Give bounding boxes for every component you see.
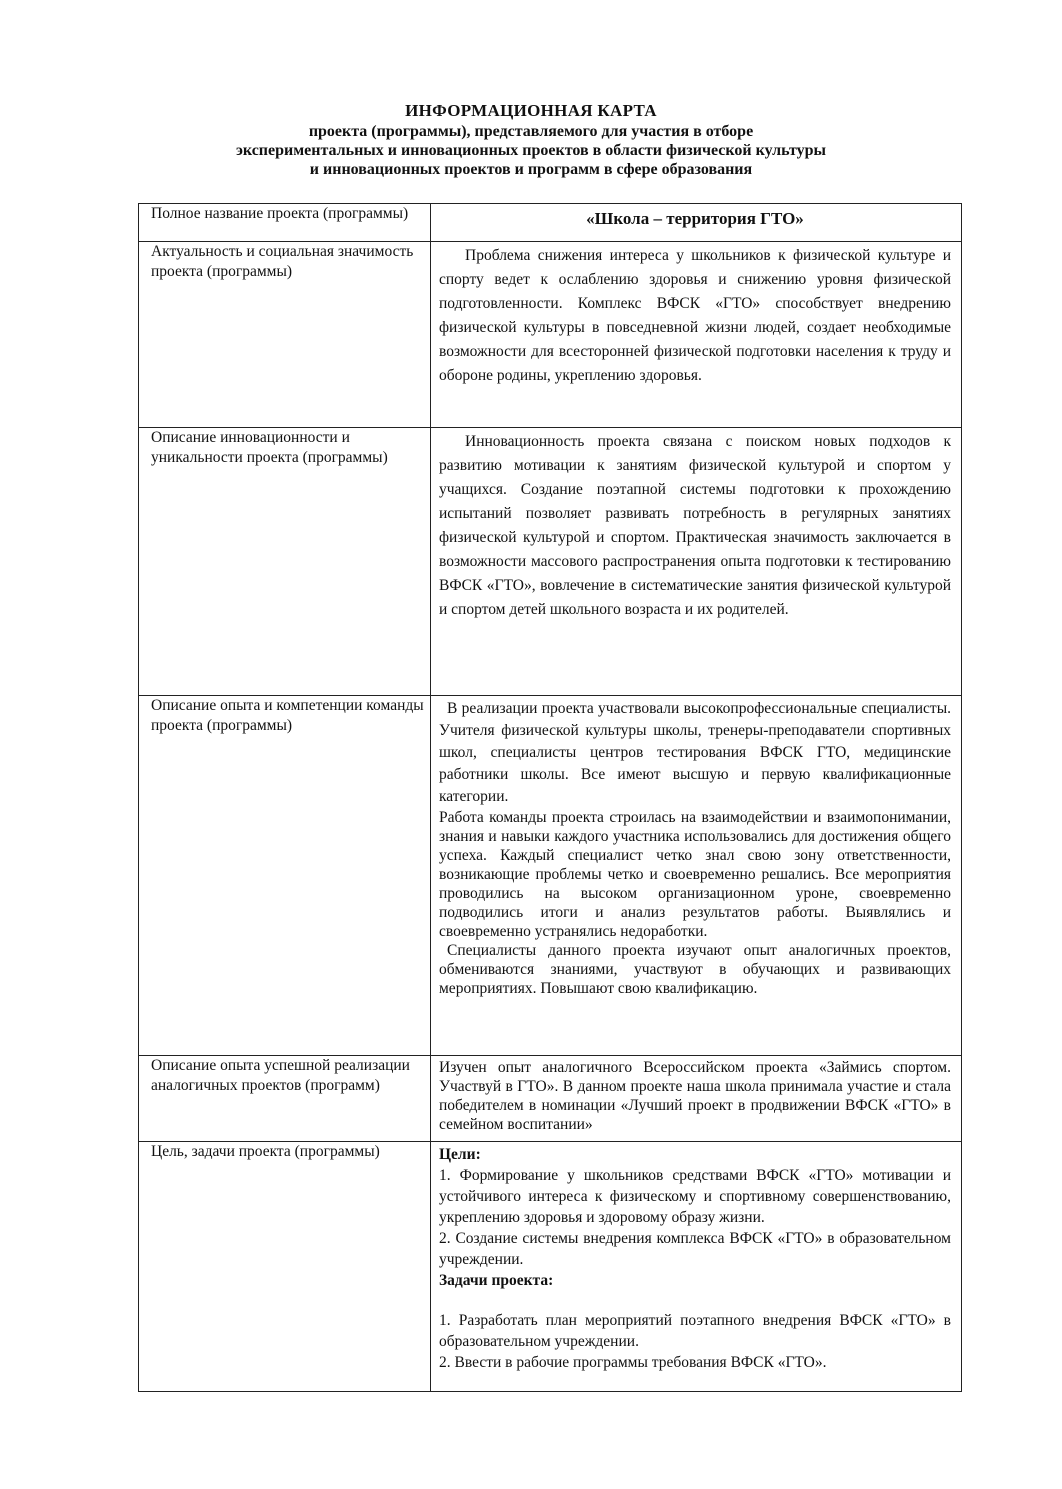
label-innovation: Описание инновационности и уникальности проекта (программы) xyxy=(139,428,431,696)
header-line-1: проекта (программы), представляемого для участия в отборе xyxy=(308,123,754,140)
label-project-name: Полное название проекта (программы) xyxy=(139,204,431,242)
label-team: Описание опыта и компетенции команды проекта (программы) xyxy=(139,696,431,1056)
document-header xyxy=(0,100,1062,179)
row-goals xyxy=(139,1142,962,1392)
team-text-3: Специалисты данного проекта изучают опыт аналогичных проектов, обмениваются знаниями, участвуют в обучающих и развивающих мероприятиях. Повышают свою квалификацию. xyxy=(439,942,951,997)
tasks-spacer xyxy=(439,1291,951,1310)
label-relevance: Актуальность и социальная значимость проекта (программы) xyxy=(139,242,431,428)
experience-text: Изучен опыт аналогичного Всероссийском проекта «Займись спортом. Участвуй в ГТО». В данном проекте наша школа принимала участие и стала победителем в номинации «Лучший проект в продвижении ВФСК «ГТО» в семейном воспитании» xyxy=(439,1059,951,1133)
row-innovation xyxy=(139,428,962,696)
document-title: ИНФОРМАЦИОННАЯ КАРТА xyxy=(405,101,657,120)
team-text-1: В реализации проекта участвовали высокопрофессиональные специалисты. Учителя физической культуры школы, тренеры-преподаватели спортивных школ, специалисты центров тестирования ВФСК ГТО, медицинские работники школы. Все имеют высшую и первую квалификационные категории. xyxy=(439,700,951,805)
row-project-name xyxy=(139,204,962,242)
project-name-value: «Школа – территория ГТО» xyxy=(586,209,804,228)
goal-1: 1. Формирование у школьников средствами ВФСК «ГТО» мотивации и устойчивого интереса к физическому и спортивному совершенствованию, укреплению здоровья и здоровому образу жизни. xyxy=(439,1167,951,1226)
task-1: 1. Разработать план мероприятий поэтапного внедрения ВФСК «ГТО» в образовательном учреждении. xyxy=(439,1312,951,1350)
header-line-3: и инновационных проектов и программ в сфере образования xyxy=(309,161,753,178)
label-experience: Описание опыта успешной реализации аналогичных проектов (программ) xyxy=(139,1056,431,1142)
row-team xyxy=(139,696,962,1056)
task-2: 2. Ввести в рабочие программы требования ВФСК «ГТО». xyxy=(439,1354,827,1371)
label-goals: Цель, задачи проекта (программы) xyxy=(139,1142,431,1392)
goal-2: 2. Создание системы внедрения комплекса ВФСК «ГТО» в образовательном учреждении. xyxy=(439,1230,951,1268)
innovation-text: Инновационность проекта связана с поиском новых подходов к развитию мотивации к занятиям физической культурой и спортом у учащихся. Создание поэтапной системы подготовки к прохождению испытаний позволяет развивать потребность в регулярных занятиях физической культурой и спортом. Практическая значимость заключается в возможности массового распространения опыта подготовки к тестированию ВФСК «ГТО», вовлечение в систематические занятия физической культурой и спортом детей школьного возраста и их родителей. xyxy=(439,433,951,618)
row-relevance xyxy=(139,242,962,428)
header-line-2: экспериментальных и инновационных проектов в области физической культуры xyxy=(235,142,827,159)
goals-title: Цели: xyxy=(439,1146,481,1163)
relevance-text: Проблема снижения интереса у школьников к физической культуре и спорту ведет к ослаблению здоровья и снижению уровня физической подготовленности. Комплекс ВФСК «ГТО» способствует внедрению физической культуры в повседневной жизни людей, создает необходимые возможности для всесторонней физической подготовки населения к труду и обороне родины, укреплению здоровья. xyxy=(439,247,951,384)
info-card-table xyxy=(138,203,962,1392)
tasks-title: Задачи проекта: xyxy=(439,1272,554,1289)
team-text-2: Работа команды проекта строилась на взаимодействии и взаимопонимании, знания и навыки каждого участника использовались для достижения общего успеха. Каждый специалист четко знал свою зону ответственности, возникающие проблемы четко и своевременно решались. Все мероприятия проводились на высоком организационном уроне, своевременно подводились итоги и анализ результатов работы. Выявлялись и своевременно устранялись недоработки. xyxy=(439,809,951,940)
row-experience xyxy=(139,1056,962,1142)
